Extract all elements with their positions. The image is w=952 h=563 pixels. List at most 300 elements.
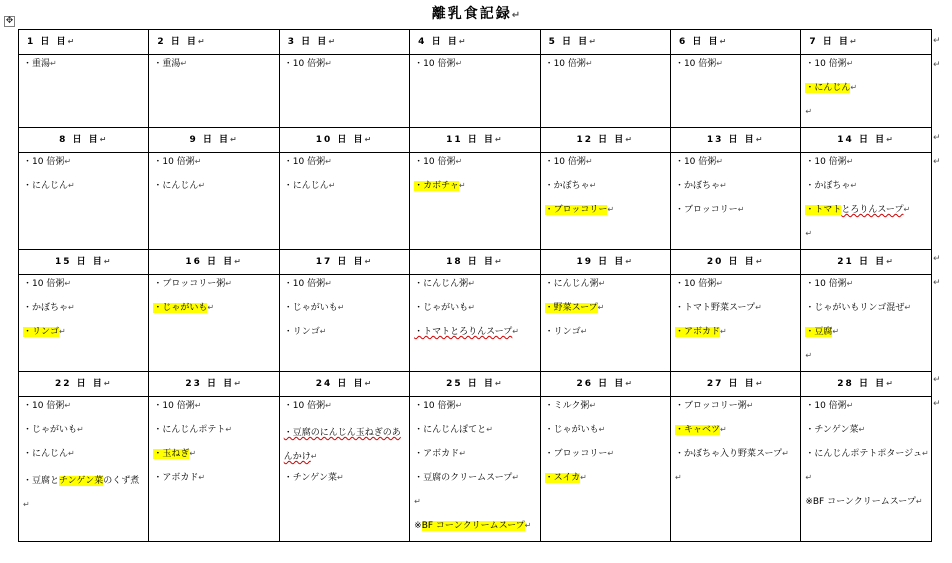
food-item-text: ・10 倍粥 [414,59,456,69]
day-cell[interactable] [149,275,279,372]
day-label-text: 4 日 目 [418,37,459,47]
paragraph-mark-icon: ↵ [325,401,332,410]
food-item [23,397,144,421]
food-item-prefix: ※ [414,521,422,531]
food-item [414,275,535,299]
day-label[interactable] [410,372,540,397]
day-label-text: 26 日 目 [576,379,626,389]
day-label[interactable] [279,250,409,275]
paragraph-mark-icon: ↵ [674,473,682,482]
day-cell[interactable] [540,55,670,128]
food-item-text: ※BF コーンクリームスープ [805,497,916,507]
food-item [545,469,666,493]
day-label[interactable] [149,30,279,55]
food-item-text: ・アボカド [414,449,460,459]
week-header-row [19,250,932,275]
day-cell[interactable] [19,55,149,128]
food-item-text: ・じゃがいも [414,303,469,313]
paragraph-mark-icon: ↵ [904,303,912,312]
food-item-text: ・ミルク粥 [544,401,590,411]
food-item [805,79,926,103]
day-label-text: 21 日 目 [837,257,887,267]
food-item-text: ・10 倍粥 [805,157,847,167]
food-item [284,421,405,469]
food-item [805,55,926,79]
paragraph-mark-icon: ↵ [597,303,605,312]
food-item [805,323,926,347]
day-label[interactable] [670,128,800,153]
day-cell[interactable] [540,397,670,542]
day-cell[interactable] [279,55,409,128]
food-item [23,421,144,445]
food-item-text: ・10 倍粥 [283,59,326,69]
table-move-handle-icon[interactable]: ✥ [5,16,14,26]
day-label[interactable] [540,128,670,153]
food-item-text: ・10 倍粥 [283,401,326,411]
food-item-text: ・10 倍粥 [805,401,847,411]
day-label[interactable] [19,250,149,275]
paragraph-mark-icon: ↵ [468,303,475,312]
food-item [153,397,274,421]
paragraph-mark-icon: ↵ [585,59,593,68]
food-item [805,299,926,323]
day-label[interactable] [801,30,931,55]
food-item [414,493,535,517]
day-cell[interactable] [801,275,931,372]
day-label[interactable] [279,30,409,55]
paragraph-mark-icon: ↵ [625,257,634,266]
day-label-text: 16 日 目 [185,257,235,267]
paragraph-mark-icon: ↵ [459,449,466,458]
paragraph-mark-icon: ↵ [364,379,374,388]
paragraph-mark-icon: ↵ [903,205,911,214]
paragraph-mark-icon: ↵ [67,37,77,46]
day-label[interactable] [410,250,540,275]
paragraph-mark-icon: ↵ [719,181,727,190]
day-label-text: 19 日 目 [576,257,626,267]
food-item [675,469,796,493]
paragraph-mark-icon: ↵ [589,37,598,46]
food-item [675,55,796,79]
paragraph-mark-icon: ↵ [846,59,854,68]
paragraph-mark-icon: ↵ [64,157,72,166]
paragraph-mark-icon: ↵ [225,425,233,434]
food-item-text: ・かぼちゃ [674,181,720,191]
food-item [545,445,666,469]
day-label-text: 10 日 目 [315,135,365,145]
paragraph-mark-icon: ↵ [325,59,332,68]
food-item-text: ・かぼちゃ [23,303,69,313]
paragraph-mark-icon: ↵ [468,279,475,288]
food-item [805,201,926,225]
food-item [23,469,144,517]
highlighted-text: ・リンゴ [23,327,60,337]
food-item-text: ・チンゲン菜 [805,425,859,435]
highlighted-text: ・スイカ [544,473,581,483]
paragraph-mark-icon: ↵ [310,452,318,461]
paragraph-mark-icon: ↵ [486,425,493,434]
highlighted-text: ・にんじん [805,83,851,93]
day-label[interactable] [410,128,540,153]
food-item [675,275,796,299]
food-item-text: ・豆腐のクリームスープ [414,473,513,483]
food-item [23,55,144,79]
paragraph-mark-icon: ↵ [846,279,854,288]
paragraph-mark-icon: ↵ [580,327,588,336]
highlighted-text: ・じゃがいも [153,303,208,313]
food-item [414,397,535,421]
food-item [153,153,274,177]
day-cell[interactable] [670,397,800,542]
food-item-text: ・10 倍粥 [544,157,586,167]
food-item [153,299,274,323]
day-label[interactable] [540,30,670,55]
day-cell[interactable] [410,153,540,250]
food-item-text: ・チンゲン菜 [283,473,337,483]
day-label[interactable] [149,128,279,153]
highlighted-text: BF コーンクリームスープ [421,521,525,531]
food-item [23,299,144,323]
paragraph-mark-icon: ↵ [494,135,504,144]
food-item [805,275,926,299]
food-item [153,469,274,493]
food-item-prefix: ・豆腐と [23,476,60,486]
food-item-text: ・かぼちゃ [805,181,851,191]
day-cell[interactable] [19,275,149,372]
paragraph-mark-icon: ↵ [336,473,344,482]
food-item [414,445,535,469]
food-item [23,275,144,299]
paragraph-mark-icon: ↵ [194,401,202,410]
paragraph-mark-icon: ↵ [585,157,593,166]
day-label-text: 15 日 目 [54,257,104,267]
food-item-text: ・にんじん粥 [414,279,469,289]
food-item-text: ・重湯 [153,59,181,69]
paragraph-mark-icon: ↵ [580,473,587,482]
row-end-mark-icon: ↵ [933,35,941,46]
day-label-text: 6 日 目 [678,37,720,47]
food-item [414,177,535,201]
row-end-mark-icon: ↵ [933,132,941,143]
paragraph-mark-icon: ↵ [68,449,75,458]
paragraph-mark-icon: ↵ [455,401,463,410]
day-label-text: 18 日 目 [446,257,495,267]
paragraph-mark-icon: ↵ [755,257,765,266]
day-label[interactable] [149,372,279,397]
day-label[interactable] [149,250,279,275]
food-item [805,445,929,469]
paragraph-mark-icon: ↵ [598,279,606,288]
food-item [805,347,926,371]
food-item [414,153,535,177]
day-cell[interactable] [540,275,670,372]
paragraph-mark-icon: ↵ [198,473,206,482]
food-item-text: ・10 倍粥 [674,279,717,289]
day-cell[interactable] [410,275,540,372]
day-label[interactable] [279,128,409,153]
paragraph-mark-icon: ↵ [103,379,113,388]
day-cell[interactable] [410,55,540,128]
day-label-text: 13 日 目 [706,135,756,145]
food-item [153,177,274,201]
paragraph-mark-icon: ↵ [805,351,813,360]
food-item [675,445,796,469]
paragraph-mark-icon: ↵ [234,257,243,266]
day-cell[interactable] [801,397,931,542]
food-item-text: ・じゃがいも [544,425,599,435]
day-cell[interactable] [670,275,800,372]
paragraph-mark-icon: ↵ [716,279,723,288]
food-item-text: ・豆腐のにんじん玉ねぎのあんかけ [283,428,401,462]
food-item [545,323,666,347]
food-item [414,323,535,347]
food-item [284,177,405,201]
paragraph-mark-icon: ↵ [207,303,215,312]
paragraph-mark-icon: ↵ [716,157,723,166]
paragraph-mark-icon: ↵ [68,303,75,312]
food-item [545,55,666,79]
food-item-text: ・にんじん [23,181,69,191]
day-label-text: 7 日 目 [809,37,850,47]
food-item [284,323,405,347]
row-end-mark-icon: ↵ [933,253,941,264]
food-item-text: ・10 倍粥 [805,59,847,69]
food-item [284,299,405,323]
paragraph-mark-icon: ↵ [325,157,332,166]
food-item [284,275,405,299]
day-label[interactable] [670,250,800,275]
day-label[interactable] [19,372,149,397]
food-item [414,55,535,79]
food-item-text: ・10 倍粥 [23,279,65,289]
food-item-text: ・10 倍粥 [153,401,195,411]
food-item [23,323,144,347]
paragraph-mark-icon: ↵ [922,449,929,458]
day-cell[interactable] [540,153,670,250]
food-item [284,469,405,493]
food-item [23,153,144,177]
day-label[interactable] [670,30,800,55]
day-label[interactable] [801,372,931,397]
day-label[interactable] [19,128,149,153]
day-label[interactable] [801,128,931,153]
paragraph-mark-icon: ↵ [364,135,374,144]
food-item-suffix: のくず煮 [103,476,140,486]
day-label[interactable] [19,30,149,55]
day-cell[interactable] [279,397,409,542]
paragraph-mark-icon: ↵ [512,473,519,482]
food-item [675,299,796,323]
week-header-row [19,128,932,153]
paragraph-mark-icon: ↵ [103,257,113,266]
day-cell[interactable] [801,153,931,250]
day-label-text: 20 日 目 [706,257,756,267]
day-cell[interactable] [410,397,540,542]
day-label-text: 9 日 目 [189,135,230,145]
paragraph-mark-icon: ↵ [858,425,866,434]
food-item [545,275,666,299]
food-item-text: ・10 倍粥 [283,279,326,289]
paragraph-mark-icon: ↵ [524,521,532,530]
highlighted-text: ・豆腐 [805,327,833,337]
food-item-text: ・にんじん [283,181,329,191]
food-item [545,397,666,421]
paragraph-mark-icon: ↵ [494,379,504,388]
paragraph-mark-icon: ↵ [755,379,765,388]
food-item-text: ・リンゴ [283,327,320,337]
paragraph-mark-icon: ↵ [455,59,463,68]
paragraph-mark-icon: ↵ [230,135,239,144]
food-item-text: ・10 倍粥 [674,157,717,167]
food-item [284,397,405,421]
day-label-text: 12 日 目 [576,135,626,145]
food-item [805,397,926,421]
day-label-text: 3 日 目 [287,37,329,47]
food-item [805,493,926,517]
paragraph-mark-icon: ↵ [68,181,75,190]
food-item-text: ・ブロッコリー粥 [153,279,226,289]
paragraph-mark-icon: ↵ [328,181,336,190]
day-cell[interactable] [19,153,149,250]
food-item-text: ・10 倍粥 [805,279,847,289]
food-item [23,177,144,201]
food-item [675,201,796,225]
food-item [545,177,666,201]
paragraph-mark-icon: ↵ [719,37,729,46]
paragraph-mark-icon: ↵ [607,449,615,458]
food-item [545,299,666,323]
food-item-text: ・トマトとろりんスープ [414,327,513,337]
paragraph-mark-icon: ↵ [589,181,597,190]
day-label-text: 17 日 目 [315,257,365,267]
paragraph-mark-icon: ↵ [589,401,597,410]
paragraph-mark-icon: ↵ [849,37,859,46]
day-cell[interactable] [149,397,279,542]
day-cell[interactable] [670,55,800,128]
highlighted-text: ・キャベツ [674,425,720,435]
paragraph-mark-icon: ↵ [180,59,188,68]
day-label-text: 8 日 目 [59,135,100,145]
paragraph-mark-icon: ↵ [325,279,332,288]
day-label-text: 2 日 目 [157,37,198,47]
paragraph-mark-icon: ↵ [805,229,813,238]
highlighted-text: ・ブロッコリー [544,205,608,215]
food-item-text: ・かぼちゃ [544,181,590,191]
highlighted-text: ・玉ねぎ [153,449,190,459]
food-item-text: ・10 倍粥 [544,59,586,69]
paragraph-mark-icon: ↵ [64,401,72,410]
food-item [675,421,796,445]
day-cell[interactable] [670,153,800,250]
paragraph-mark-icon: ↵ [886,135,895,144]
food-item [675,153,796,177]
paragraph-mark-icon: ↵ [719,425,727,434]
food-item-text: ・かぼちゃ入り野菜スープ [674,449,783,459]
title-text: 離乳食記録 [431,6,512,22]
paragraph-mark-icon: ↵ [189,449,197,458]
food-item-text: ・アボカド [153,473,199,483]
paragraph-mark-icon: ↵ [50,59,57,68]
paragraph-mark-icon: ↵ [886,257,895,266]
food-item [153,275,274,299]
day-cell[interactable] [149,55,279,128]
highlighted-text: ・カボチャ [414,181,459,191]
day-label[interactable] [540,372,670,397]
paragraph-mark-icon: ↵ [846,157,854,166]
day-label[interactable] [801,250,931,275]
food-item-suffix: とろりんスープ [841,205,904,215]
highlighted-text: チンゲン菜 [59,476,104,486]
paragraph-mark-icon: ↵ [625,135,634,144]
food-item [805,103,926,127]
food-item-text: ・10 倍粥 [674,59,717,69]
paragraph-mark-icon: ↵ [625,379,634,388]
food-item [414,299,535,323]
food-item [545,421,666,445]
day-label-text: 23 日 目 [185,379,235,389]
day-label-text: 1 日 目 [27,37,68,47]
paragraph-mark-icon: ↵ [194,157,202,166]
row-end-mark-icon: ↵ [933,156,941,167]
day-cell[interactable] [149,153,279,250]
day-cell[interactable] [19,397,149,542]
food-item-text: ・ブロッコリー [674,205,738,215]
row-end-mark-icon: ↵ [933,374,941,385]
week-content-row [19,397,932,542]
day-cell[interactable] [801,55,931,128]
paragraph-mark-icon: ↵ [64,279,72,288]
paragraph-mark-icon: ↵ [364,257,374,266]
paragraph-mark-icon: ↵ [455,157,463,166]
food-item-text: ・にんじんポテト [153,425,226,435]
paragraph-mark-icon: ↵ [328,37,338,46]
food-item [23,445,144,469]
food-item [805,177,926,201]
food-item [805,421,926,445]
food-item-text: ・10 倍粥 [153,157,195,167]
day-label[interactable] [410,30,540,55]
food-item [805,225,926,249]
food-item [805,469,926,493]
paragraph-mark-icon: ↵ [886,379,895,388]
food-item-text: ・重湯 [23,59,51,69]
day-cell[interactable] [279,275,409,372]
food-item [153,445,274,469]
paragraph-mark-icon: ↵ [832,327,840,336]
day-label-text: 24 日 目 [315,379,365,389]
week-content-row [19,275,932,372]
day-label[interactable] [670,372,800,397]
food-item [675,323,796,347]
document-title [0,3,952,23]
paragraph-mark-icon: ↵ [414,497,421,506]
food-item [545,201,666,225]
food-item [284,153,405,177]
food-item-text: ・にんじん粥 [544,279,599,289]
food-item [675,177,796,201]
day-label-text: 28 日 目 [837,379,887,389]
food-item [545,153,666,177]
paragraph-mark-icon: ↵ [337,303,345,312]
day-cell[interactable] [279,153,409,250]
food-item-text: ・ブロッコリー [544,449,608,459]
food-item [675,397,796,421]
day-label[interactable] [540,250,670,275]
paragraph-mark-icon: ↵ [915,497,923,506]
day-label[interactable] [279,372,409,397]
food-item-text: ・にんじんぽてと [414,425,487,435]
paragraph-mark-icon: ↵ [23,500,30,509]
